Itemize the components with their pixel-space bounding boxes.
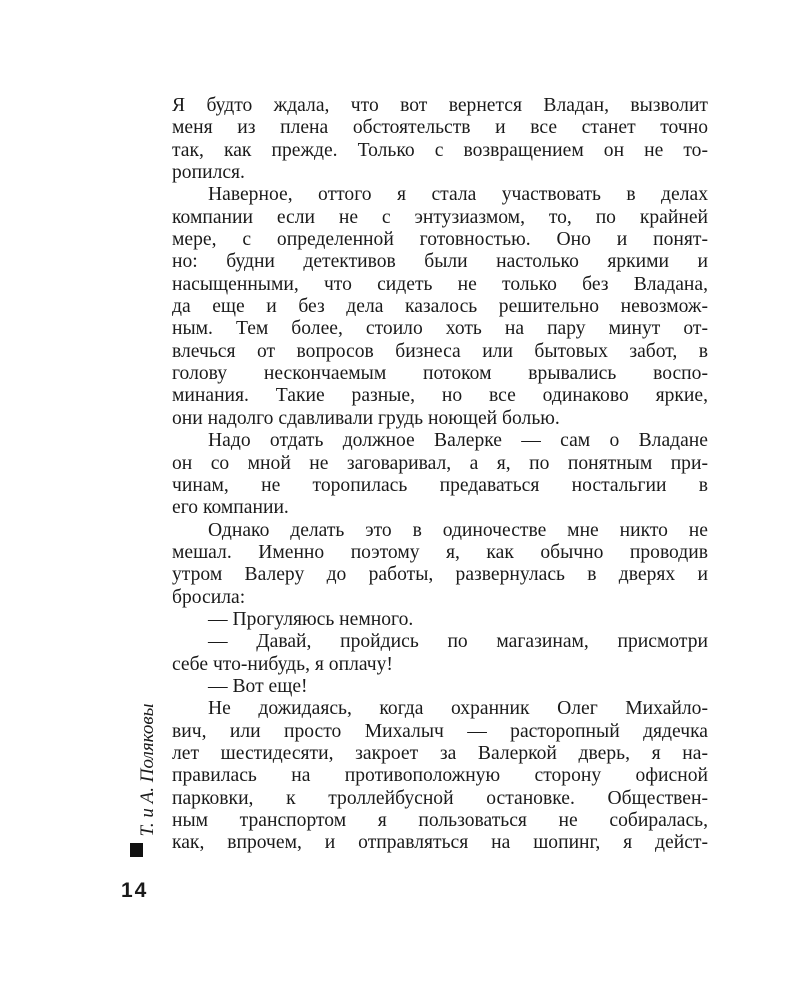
text-line: Наверное, оттого я стала участвовать в делах [208,184,708,206]
text-line: — Давай, пройдись по магазинам, присмотри [208,631,708,653]
text-line: чинам, не торопилась предаваться ностальгии в [172,474,708,496]
text-line: лет шестидесяти, закроет за Валеркой дверь, я на- [172,742,708,764]
text-line: меня из плена обстоятельств и все станет точно [172,117,708,139]
text-line: компании если не с энтузиазмом, то, по крайней [172,206,708,228]
page-number: 14 [121,879,149,902]
body-text [172,95,708,855]
text-line: они надолго сдавливали грудь ноющей болью. [172,407,560,429]
text-line: да еще и без дела казалось решительно невозмож- [172,296,708,318]
text-line: себе что-нибудь, я оплачу! [172,653,393,675]
text-line: минания. Такие разные, но все одинаково яркие, [172,385,708,407]
text-line: голову нескончаемым потоком врывались воспо- [172,363,708,385]
text-line: бросила: [172,586,246,608]
text-line: Я будто ждала, что вот вернется Владан, вызволит [172,95,708,116]
text-line: утром Валеру до работы, развернулась в дверях и [172,564,708,586]
text-line: его компании. [172,497,289,519]
square-marker [130,843,143,857]
text-line: правилась на противоположную сторону офисной [172,765,708,787]
text-line: Не дожидаясь, когда охранник Олег Михайло- [208,698,708,720]
text-line: парковки, к троллейбусной остановке. Обществен- [172,787,708,809]
text-line: ропился. [172,162,245,184]
text-line: — Прогуляюсь немного. [208,608,414,630]
text-line: вич, или просто Михалыч — расторопный дядечка [172,720,708,742]
text-line: но: будни детективов были настолько яркими и [172,251,708,273]
text-line: ным транспортом я пользоваться не собиралась, [172,810,708,831]
text-line: ным. Тем более, стоило хоть на пару минут от- [172,318,708,340]
text-line: Однако делать это в одиночестве мне никто не [208,519,708,541]
text-line: как, впрочем, и отправляться на шопинг, я дейст- [172,832,708,854]
running-head: Т. и А. Поляковы [137,703,158,837]
text-line: так, как прежде. Только с возвращением он не то- [172,139,708,161]
text-line: Надо отдать должное Валерке — сам о Владане [208,430,708,452]
text-line: — Вот еще! [208,675,308,697]
text-line: мере, с определенной готовностью. Оно и понят- [172,229,708,251]
text-line: он со мной не заговаривал, а я, по понятным при- [172,452,708,474]
text-line: мешал. Именно поэтому я, как обычно проводив [172,541,708,563]
text-line: влечься от вопросов бизнеса или бытовых забот, в [172,340,708,362]
text-line: насыщенными, что сидеть не только без Владана, [172,273,708,295]
